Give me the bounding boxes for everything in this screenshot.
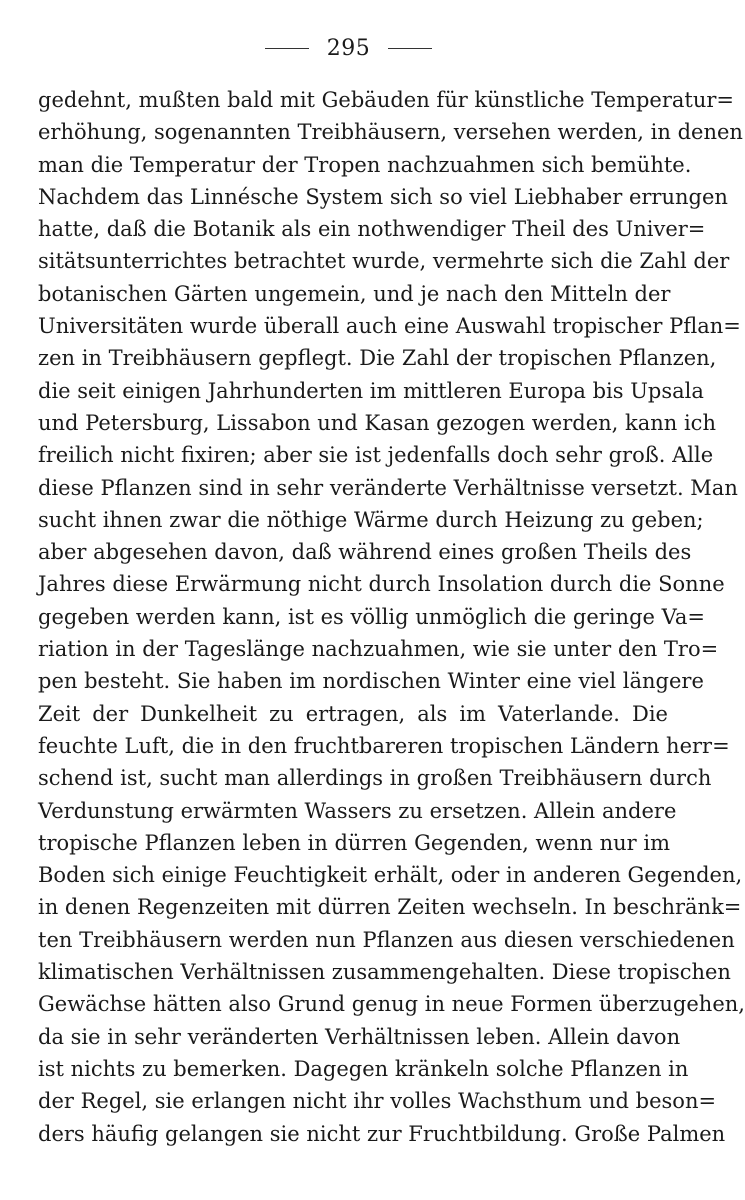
- text-line: riation in der Tageslänge nachzuahmen, wie sie unter den Tro=: [38, 637, 719, 662]
- text-line: zen in Treibhäusern gepflegt. Die Zahl der tropischen Pflanzen,: [38, 346, 717, 371]
- text-line: ist nichts zu bemerken. Dagegen kränkeln solche Pflanzen in: [38, 1056, 689, 1081]
- page-number: 295: [326, 35, 371, 61]
- body-text: [38, 84, 745, 1150]
- text-line: erhöhung, sogenannten Treibhäusern, versehen werden, in denen: [38, 120, 743, 145]
- text-line: diese Pflanzen sind in sehr veränderte Verhältnisse versetzt. Man: [38, 475, 738, 500]
- text-line: Boden sich einige Feuchtigkeit erhält, oder in anderen Gegenden,: [38, 863, 743, 888]
- text-line: aber abgesehen davon, daß während eines großen Theils des: [38, 540, 692, 565]
- text-line: Gewächse hätten also Grund genug in neue Formen überzugehen,: [38, 992, 745, 1017]
- text-line: Jahres diese Erwärmung nicht durch Insolation durch die Sonne: [38, 572, 725, 597]
- text-line: gegeben werden kann, ist es völlig unmöglich die geringe Va=: [38, 604, 705, 629]
- text-line: die seit einigen Jahrhunderten im mittleren Europa bis Upsala: [38, 378, 704, 403]
- text-line: klimatischen Verhältnissen zusammengehalten. Diese tropischen: [38, 960, 731, 985]
- text-line: Verdunstung erwärmten Wassers zu ersetzen. Allein andere: [38, 798, 677, 823]
- text-line: sitätsunterrichtes betrachtet wurde, vermehrte sich die Zahl der: [38, 249, 730, 274]
- text-line: tropische Pflanzen leben in dürren Gegenden, wenn nur im: [38, 830, 670, 855]
- text-line: schend ist, sucht man allerdings in großen Treibhäusern durch: [38, 766, 712, 791]
- text-line: feuchte Luft, die in den fruchtbareren tropischen Ländern herr=: [38, 733, 730, 758]
- page-header: [0, 32, 697, 64]
- text-line: in denen Regenzeiten mit dürren Zeiten wechseln. In beschränk=: [38, 895, 742, 920]
- text-line: da sie in sehr veränderten Verhältnissen leben. Allein davon: [38, 1024, 681, 1049]
- text-line: pen besteht. Sie haben im nordischen Winter eine viel längere: [38, 669, 704, 694]
- text-line: Nachdem das Linnésche System sich so viel Liebhaber errungen: [38, 184, 728, 209]
- header-rule-left: [265, 48, 309, 49]
- header-rule-right: [388, 48, 432, 49]
- text-line: gedehnt, mußten bald mit Gebäuden für künstliche Temperatur=: [38, 88, 734, 112]
- text-line: ders häufig gelangen sie nicht zur Fruchtbildung. Große Palmen: [38, 1121, 726, 1146]
- text-line: freilich nicht fixiren; aber sie ist jedenfalls doch sehr groß. Alle: [38, 443, 714, 468]
- text-line: botanischen Gärten ungemein, und je nach den Mitteln der: [38, 281, 671, 306]
- text-line: der Regel, sie erlangen nicht ihr volles Wachsthum und beson=: [38, 1089, 717, 1114]
- text-line: ten Treibhäusern werden nun Pflanzen aus diesen verschiedenen: [38, 927, 735, 952]
- text-line: hatte, daß die Botanik als ein nothwendiger Theil des Univer=: [38, 217, 706, 242]
- text-line: man die Temperatur der Tropen nachzuahmen sich bemühte.: [38, 152, 692, 177]
- text-line: sucht ihnen zwar die nöthige Wärme durch Heizung zu geben;: [38, 507, 704, 532]
- text-line: und Petersburg, Lissabon und Kasan gezogen werden, kann ich: [38, 410, 716, 435]
- text-line: Universitäten wurde überall auch eine Auswahl tropischer Pflan=: [38, 314, 741, 339]
- text-line: Zeit der Dunkelheit zu ertragen, als im Vaterlande. Die: [38, 701, 668, 726]
